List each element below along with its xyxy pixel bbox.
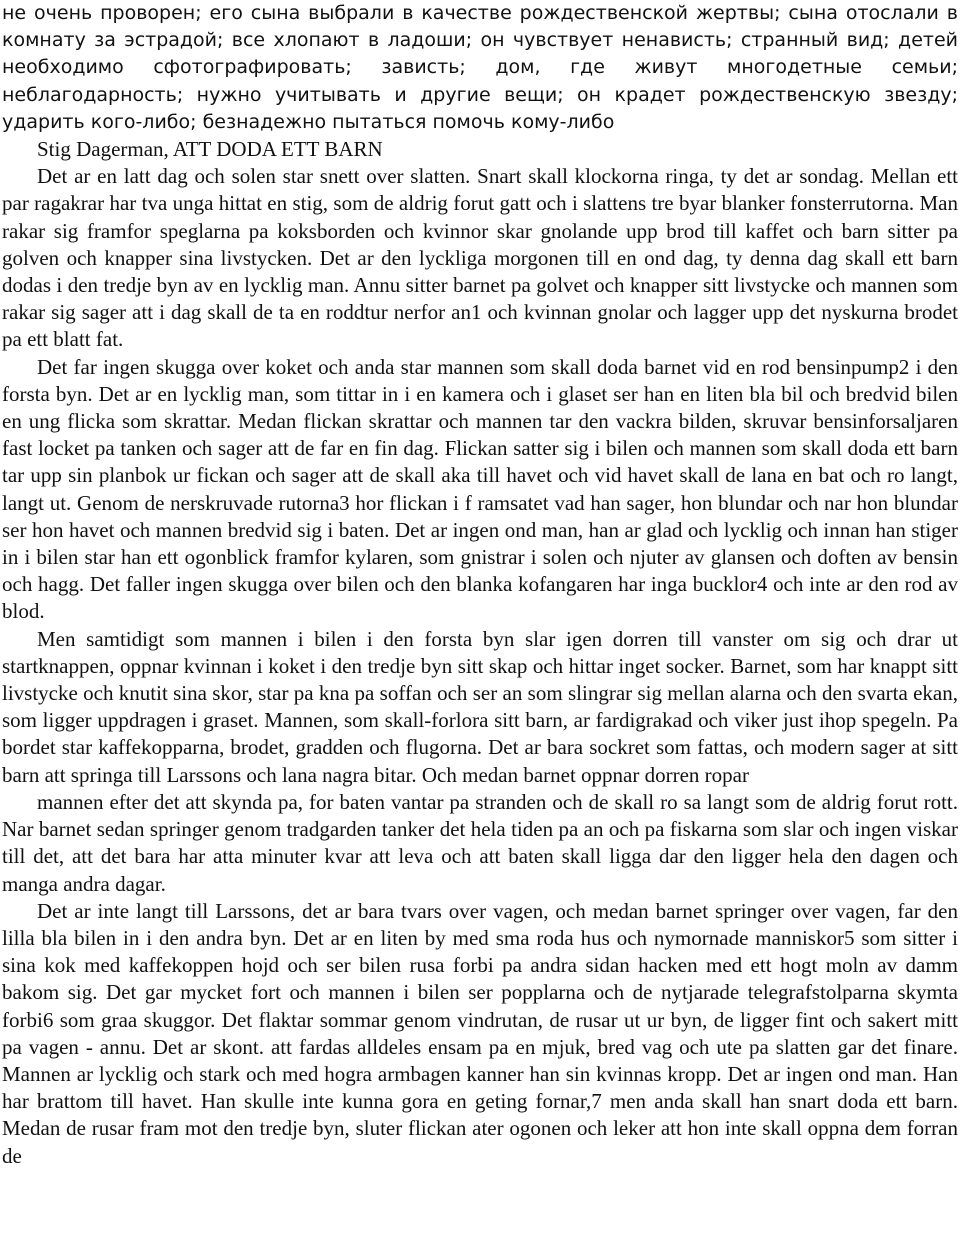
paragraph-4: mannen efter det att skynda pa, for baten vantar pa stranden och de skall ro sa langt som de aldrig forut rott. Nar barnet sedan springer genom tradgarden tanker det hela tiden pa an och pa fiskarna som slar och ingen viskar till det, att det bara har atta minuter kvar att leva och att baten skall ligga dar den ligger hela den dagen och manga andra dagar. [2, 789, 958, 896]
paragraph-2: Det far ingen skugga over koket och anda star mannen som skall doda barnet vid en rod bensinpump2 i den forsta byn. Det ar en lycklig man, som tittar in i en kamera och i glaset ser han en liten bla bil och bredvid bilen en ung flicka som skrattar. Medan flickan skrattar och mannen tar den vackra bilden, skruvar bensinforsaljaren fast locket pa tanken och sager att de far en fin dag. Flickan satter sig i bilen och mannen som skall doda ett barn tar upp sin planbok ur fickan och sager att de skall aka till havet och vid havet skall de lana en bat och ro langt, langt ut. Genom de nerskruvade rutorna3 hor flickan i f ramsatet vad han sager, hon blundar och nar hon blundar ser hon havet och mannen bredvid sig i baten. Det ar ingen ond man, han ar glad och lycklig och innan han stiger in i bilen star han ett ogonblick framfor kylaren, som gnistrar i solen och njuter av glansen och doften av bensin och hagg. Det faller ingen skugga over bilen och den blanka kofangaren har inga bucklor4 och inte ar den rod av blod. [2, 354, 958, 624]
story-heading: Stig Dagerman, ATT DODA ETT BARN [37, 137, 383, 162]
paragraph-1: Det ar en latt dag och solen star snett over slatten. Snart skall klockorna ringa, ty det ar sondag. Mellan ett par ragakrar har tva unga hittat en stig, som de aldrig forut gatt och i slattens tre byar blanker fonsterrutorna. Man rakar sig framfor speglarna pa koksborden och kvinnor skar gnolande upp brod till kaffet och barn sitter pa golven och knapper sina livstycken. Det ar den lyckliga morgonen till en ond dag, ty denna dag skall ett barn dodas i den tredje byn av en lycklig man. Annu sitter barnet pa golvet och knapper sitt livstycke och mannen som rakar sig sager att i dag skall de ta en roddtur nerfor an1 och kvinnan gnolar och lagger upp det nyskurna brodet pa ett blatt fat. [2, 164, 958, 352]
document-page [2, 0, 958, 1170]
russian-intro-text: не очень проворен; его сына выбрали в качестве рождественской жертвы; сына отослали в комнату за эстрадой; все хлопают в ладоши; он чувствует ненависть; странный вид; детей необходимо сфотографировать; зависть; дом, где живут многодетные семьи; неблагодарность; нужно учитывать и другие вещи; он крадет рождественскую звезду; ударить кого-либо; безнадежно пытаться помочь кому-либо [2, 2, 958, 133]
paragraph-3: Men samtidigt som mannen i bilen i den forsta byn slar igen dorren till vanster om sig och drar ut startknappen, oppnar kvinnan i koket i den tredje byn sitt skap och hittar inget socker. Barnet, som har knappt sitt livstycke och knutit sina skor, star pa kna pa soffan och ser an som slingrar sig mellan alarna och den svarta ekan, som ligger uppdragen i graset. Mannen, som skall-forlora sitt barn, ar fardigrakad och viker just ihop spegeln. Pa bordet star kaffekopparna, brodet, gradden och flugorna. Det ar bara sockret som fattas, och modern sager at sitt barn att springa till Larssons och lana nagra bitar. Och medan barnet oppnar dorren ropar [2, 626, 958, 787]
paragraph-5: Det ar inte langt till Larssons, det ar bara tvars over vagen, och medan barnet springer over vagen, far den lilla bla bilen in i den andra byn. Det ar en liten by med sma roda hus och nymornade manniskor5 som sitter i sina kok med kaffekoppen hojd och ser bilen rusa forbi pa andra sidan hacken med ett hogt moln av damm bakom sig. Det gar mycket fort och mannen i bilen ser popplarna och de nytjarade telegrafstolparna skymta forbi6 som graa skuggor. Det flaktar sommar genom vindrutan, de rusar ut ur byn, de ligger fint och sakert mitt pa vagen - annu. Det ar skont. att fardas alldeles ensam pa en mjuk, bred vag och ute pa slatten gar det finare. Mannen ar lycklig och stark och med hogra armbagen kanner han sin kvinnas kropp. Det ar ingen ond man. Han har brattom till havet. Han skulle inte kunna gora en geting fornar,7 men anda skall han snart doda ett barn. Medan de rusar fram mot den tredje byn, sluter flickan ater ogonen och leker att hon inte skall oppna dem forran de [2, 898, 958, 1168]
